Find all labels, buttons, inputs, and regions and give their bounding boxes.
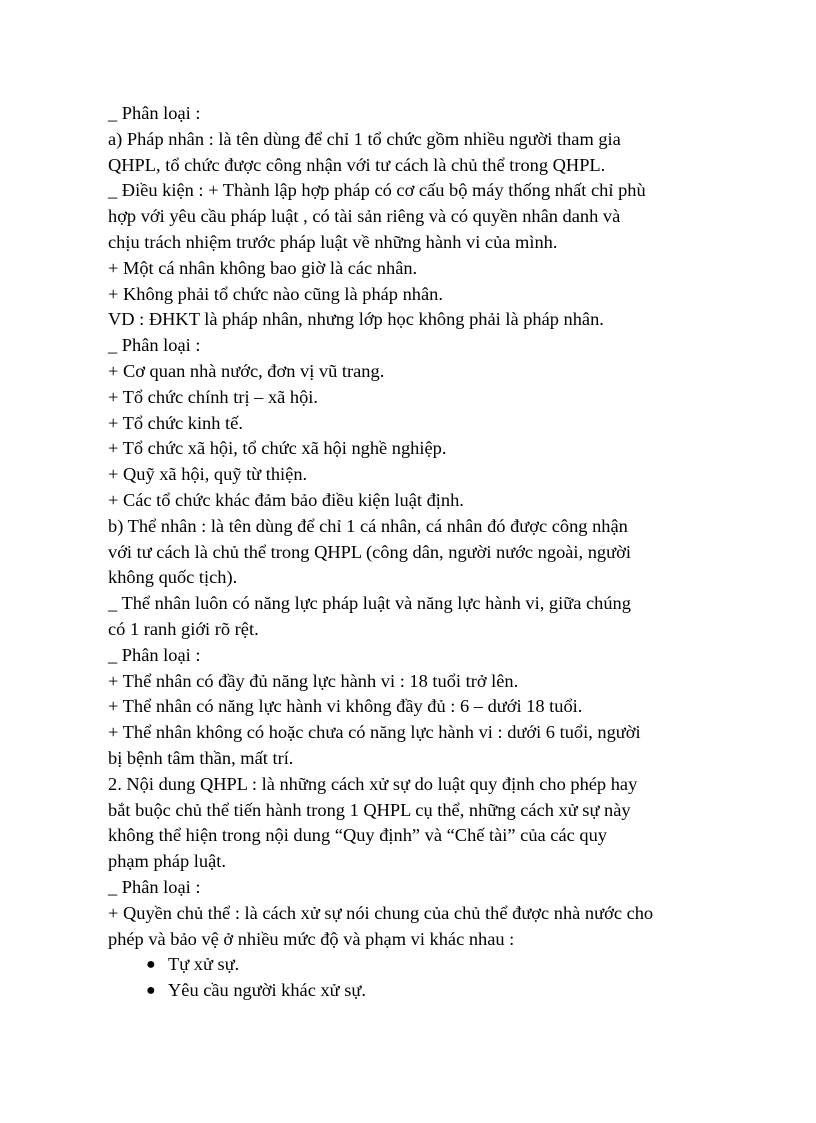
text-line: _ Điều kiện : + Thành lập hợp pháp có cơ cấu bộ máy thống nhất chỉ phù: [108, 180, 646, 201]
bullet-icon: ●: [146, 982, 156, 1000]
text-line: + Một cá nhân không bao giờ là các nhân.: [108, 257, 418, 278]
document-page: [108, 101, 708, 1004]
text-line: không quốc tịch).: [108, 567, 238, 588]
list-item-text: Tự xử sự.: [168, 954, 240, 975]
text-line: + Tổ chức xã hội, tổ chức xã hội nghề nghiệp.: [108, 438, 447, 459]
text-line: + Quỹ xã hội, quỹ từ thiện.: [108, 464, 308, 485]
text-line: bị bệnh tâm thần, mất trí.: [108, 747, 294, 768]
text-line: chịu trách nhiệm trước pháp luật về những hành vi của mình.: [108, 231, 558, 252]
text-line: a) Pháp nhân : là tên dùng để chỉ 1 tổ chức gồm nhiều người tham gia: [108, 128, 621, 149]
text-line: phép và bảo vệ ở nhiều mức độ và phạm vi khác nhau :: [108, 928, 515, 949]
bullet-icon: ●: [146, 956, 156, 974]
document-body: [108, 101, 708, 1004]
text-line: không thể hiện trong nội dung “Quy định” và “Chế tài” của các quy: [108, 825, 607, 846]
text-line: + Thể nhân có năng lực hành vi không đầy đủ : 6 – dưới 18 tuổi.: [108, 696, 583, 717]
text-line: bắt buộc chủ thể tiến hành trong 1 QHPL cụ thể, những cách xử sự này: [108, 799, 631, 820]
text-line: có 1 ranh giới rõ rệt.: [108, 618, 259, 639]
text-line: _ Thể nhân luôn có năng lực pháp luật và năng lực hành vi, giữa chúng: [108, 593, 631, 614]
text-line: + Tổ chức chính trị – xã hội.: [108, 386, 318, 407]
text-line: + Không phải tổ chức nào cũng là pháp nhân.: [108, 283, 443, 304]
text-line: + Tổ chức kinh tế.: [108, 412, 243, 433]
text-line: QHPL, tổ chức được công nhận với tư cách là chủ thể trong QHPL.: [108, 154, 606, 175]
text-line: _ Phân loại :: [108, 335, 201, 356]
text-line: _ Phân loại :: [108, 644, 201, 665]
list-item-text: Yêu cầu người khác xử sự.: [168, 980, 366, 1001]
text-line: b) Thể nhân : là tên dùng để chỉ 1 cá nhân, cá nhân đó được công nhận: [108, 515, 628, 536]
text-line: _ Phân loại :: [108, 103, 201, 123]
list-item: [108, 978, 708, 1004]
bullet-list: [108, 952, 708, 1004]
text-line: + Cơ quan nhà nước, đơn vị vũ trang.: [108, 360, 385, 381]
text-line: + Thể nhân có đầy đủ năng lực hành vi : 18 tuổi trở lên.: [108, 670, 519, 691]
text-line: + Các tổ chức khác đảm bảo điều kiện luật định.: [108, 489, 464, 510]
text-line: phạm pháp luật.: [108, 851, 226, 872]
text-line: 2. Nội dung QHPL : là những cách xử sự do luật quy định cho phép hay: [108, 773, 638, 794]
text-line: với tư cách là chủ thể trong QHPL (công dân, người nước ngoài, người: [108, 541, 631, 562]
text-line: hợp với yêu cầu pháp luật , có tài sản riêng và có quyền nhân danh và: [108, 206, 621, 227]
text-line: + Thể nhân không có hoặc chưa có năng lực hành vi : dưới 6 tuổi, người: [108, 722, 641, 743]
text-line: VD : ĐHKT là pháp nhân, nhưng lớp học không phải là pháp nhân.: [108, 309, 604, 330]
list-item: [108, 952, 708, 978]
text-line: _ Phân loại :: [108, 876, 201, 897]
text-line: + Quyền chủ thể : là cách xử sự nói chung của chủ thể được nhà nước cho: [108, 902, 654, 923]
